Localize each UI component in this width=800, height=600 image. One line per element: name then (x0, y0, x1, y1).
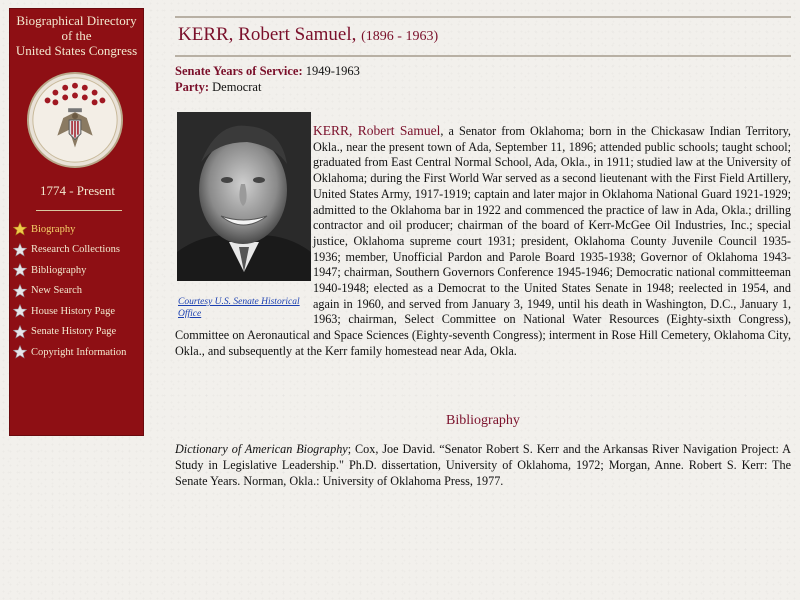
photo-credit-link[interactable]: Courtesy U.S. Senate Historical Office (178, 297, 300, 319)
nav-bibliography[interactable] (13, 260, 126, 281)
party-value: Democrat (212, 80, 262, 94)
nav-research-collections[interactable] (13, 240, 126, 261)
nav-label: Bibliography (31, 264, 87, 276)
bibliography-body: ; Cox, Joe David. “Senator Robert S. Kerr and the Arkansas River Navigation Project: A Study in Legislative Leadership." Ph.D. dissertation, University of Oklahoma, 1972; Morgan, Anne. Robert S. Kerr: The Senate Years. Norman, Okla.: University of Oklahoma Press, 1977. (175, 442, 791, 488)
sidebar-title-line1: Biographical Directory (16, 13, 137, 28)
bibliography-source: Dictionary of American Biography (175, 442, 348, 456)
bibliography-text (175, 441, 791, 489)
party-label: Party: (175, 80, 210, 94)
senate-years-label: Senate Years of Service: (175, 64, 303, 78)
congress-seal-icon (26, 71, 124, 169)
sidebar-years: 1774 - Present (39, 183, 116, 198)
star-icon (13, 325, 27, 339)
nav-label: Biography (31, 223, 76, 235)
sidebar-title-line2: of the (61, 28, 92, 43)
portrait-photo (177, 112, 311, 281)
nav-senate-history[interactable] (13, 322, 126, 343)
nav-biography[interactable] (13, 219, 126, 240)
star-icon (13, 243, 27, 257)
bibliography-heading: Bibliography (446, 413, 520, 428)
star-icon (13, 222, 27, 236)
sidebar (9, 8, 144, 436)
nav-label: Copyright Information (31, 346, 127, 358)
star-icon (13, 345, 27, 359)
senate-years-value: 1949-1963 (305, 64, 360, 78)
star-icon (13, 284, 27, 298)
bio-name: KERR, Robert Samuel (313, 123, 441, 138)
nav-house-history[interactable] (13, 301, 126, 322)
bio-body: , a Senator from Oklahoma; born in the Chickasaw Indian Territory, Okla., near the present town of Ada, September 11, 1896; attended public schools; taught school; graduated from East Central Normal School, Ada, Okla., in 1911; studied law at the University of Oklahoma; during the First World War served as a second lieutenant with the First Field Artillery, United States Army, 1917-1919; captain and later major in Oklahoma National Guard 1921-1929; admitted to the Oklahoma bar in 1922 and commenced the practice of law in Ada, Okla.; drilling contractor and oil producer; chairman of the board of Kerr-McGee Oil Industries, Inc.; special justice, Oklahoma supreme court 1931; president, Oklahoma County Juvenile Council 1935-1936; member, Unofficial Pardon and Parole Board 1935-1938; Governor of Oklahoma 1943-1947; chairman, Southern Governors Conference 1945-1946; Democratic national committeeman 1940-1948; elected as a Democrat to the United States Senate in 1948; reelected in 1954, and again in 1960, and served from January 3, 1949, until his death in Washington, D.C., January 1, 1963; chairman, Select Committee on National Water Resources (Eighty-sixth Congress), Committee on Aeronautical and Space Sciences (Eighty-seventh Congress); interment in Rose Hill Cemetery, Oklahoma City, Okla., and subsequently at the Kerr family homestead near Ada, Okla. (175, 124, 791, 358)
sidebar-title-line3: United States Congress (15, 43, 138, 58)
sidebar-nav (13, 219, 126, 363)
star-icon (13, 304, 27, 318)
page-title (178, 24, 438, 46)
service-info (175, 63, 360, 95)
nav-label: New Search (31, 285, 83, 297)
header-bottom-rule (175, 55, 791, 57)
nav-label: House History Page (31, 305, 115, 317)
member-name: KERR, Robert Samuel, (178, 24, 357, 45)
star-icon (13, 263, 27, 277)
portrait-image (177, 112, 311, 281)
member-years: (1896 - 1963) (361, 29, 439, 44)
sidebar-title (10, 13, 143, 58)
nav-label: Senate History Page (31, 326, 117, 338)
header-top-rule (175, 16, 791, 18)
nav-new-search[interactable] (13, 281, 126, 302)
nav-label: Research Collections (31, 244, 120, 256)
sidebar-divider (36, 210, 122, 211)
nav-copyright[interactable] (13, 342, 126, 363)
